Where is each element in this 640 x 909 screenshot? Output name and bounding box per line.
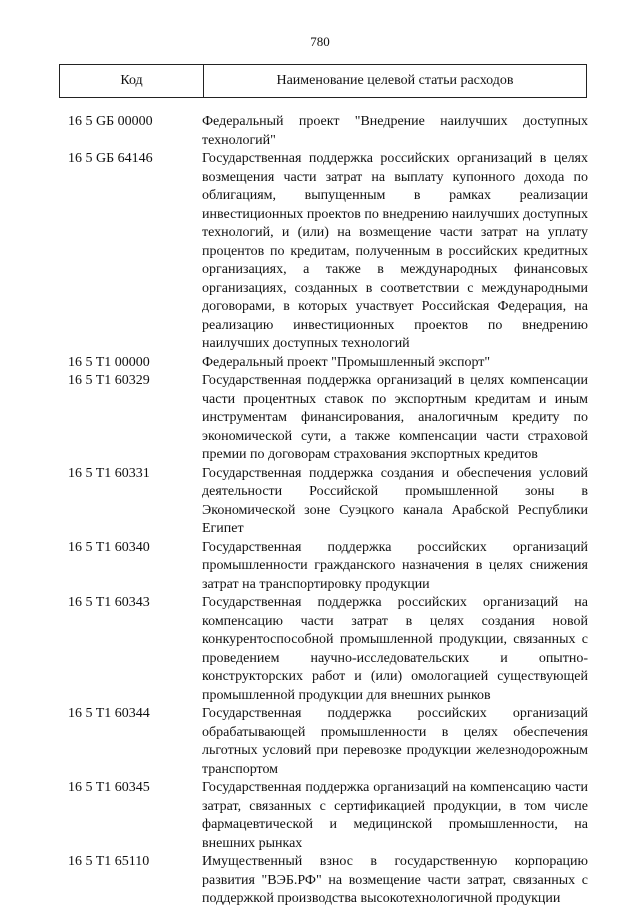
row-name: Государственная поддержка российских организаций на компенсацию части затрат в целях создания новой конкурентоспособной промышленной продукции, связанных с проведением научно-исследовательских и опытно-конструкторских работ и (или) омологацией существующей промышленной продукции для внешних рынков: [202, 595, 588, 703]
row-name: Государственная поддержка российских организаций обрабатывающей промышленности в целях обеспечения льготных условий при перевозке продукции железнодорожным транспортом: [202, 706, 588, 777]
table-row: [68, 594, 588, 705]
header-code: Код: [60, 65, 204, 97]
row-code: 16 5 GБ 00000: [68, 114, 153, 129]
row-code: 16 5 GБ 64146: [68, 151, 153, 166]
row-code: 16 5 T1 00000: [68, 354, 150, 370]
row-name: Государственная поддержка организаций на компенсацию части затрат, связанных с сертификацией продукции, в том числе фармацевтической и медицинской промышленности, на внешних рынках: [202, 780, 588, 851]
row-name: Государственная поддержка организаций в целях компенсации части процентных ставок по экспортным кредитам и иным инструментам финансирования, аналогичным кредиту по экономической сути, а также компенсации части страховой премии по договорам страхования экспортных кредитов: [202, 373, 588, 462]
budget-items-list: [68, 113, 588, 909]
table-row: [68, 705, 588, 779]
row-code: 16 5 T1 60343: [68, 595, 150, 610]
row-name: Имущественный взнос в государственную корпорацию развития "ВЭБ.РФ" на возмещение части затрат, связанных с поддержкой производства высокотехнологичной продукции: [202, 854, 588, 906]
row-code: 16 5 T1 60331: [68, 465, 150, 481]
table-row: [68, 779, 588, 853]
page-number: 780: [310, 34, 330, 49]
row-code: 16 5 T1 60344: [68, 706, 150, 721]
table-row: [68, 539, 588, 595]
row-name: Государственная поддержка создания и обеспечения условий деятельности Российской промышленной зоны в Экономической зоне Суэцкого канала Арабской Республики Египет: [202, 465, 588, 536]
table-row: [68, 465, 588, 539]
row-name: Государственная поддержка российских организаций в целях возмещения части затрат на выплату купонного дохода по облигациям, выпущенным в рамках реализации инвестиционных проектов по внедрению наилучших доступных технологий, и (или) на возмещение части затрат на уплату процентов по кредитам, полученным в российских кредитных организациях, а также в международных финансовых организациях, созданных в соответствии с международными договорами, в которых участвует Российская Федерация, на реализацию инвестиционных проектов по внедрению наилучших доступных технологий: [202, 151, 588, 351]
table-row: [68, 853, 588, 909]
row-code: 16 5 T1 60340: [68, 539, 150, 555]
row-code: 16 5 T1 60329: [68, 373, 150, 388]
row-code: 16 5 T1 60345: [68, 780, 150, 795]
table-row: [68, 354, 588, 373]
table-row: [68, 150, 588, 354]
row-name: Государственная поддержка российских организаций промышленности гражданского назначения в целях снижения затрат на транспортировку продукции: [202, 539, 588, 592]
row-code: 16 5 T1 65110: [68, 854, 150, 869]
row-name: Федеральный проект "Промышленный экспорт": [202, 354, 491, 370]
table-header: [59, 64, 587, 98]
header-name: Наименование целевой статьи расходов: [276, 73, 514, 88]
row-name: Федеральный проект "Внедрение наилучших доступных технологий": [202, 114, 588, 148]
table-row: [68, 113, 588, 150]
table-row: [68, 372, 588, 465]
